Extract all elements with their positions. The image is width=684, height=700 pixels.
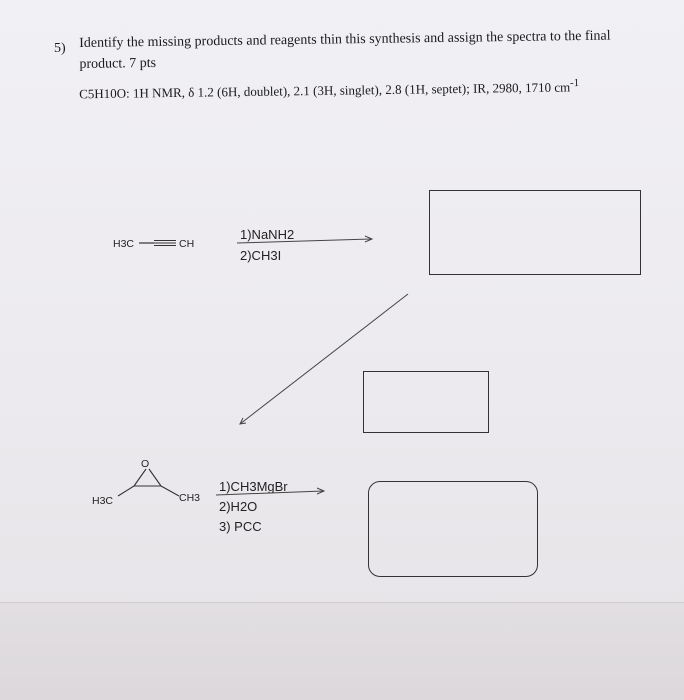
alkyne-methyl: H3C bbox=[113, 238, 135, 250]
reagent-pcc: 3) PCC bbox=[219, 519, 262, 534]
reagent-h2o: 2)H2O bbox=[219, 499, 258, 514]
reagent-ch3mgbr: 1)CH3MgBr bbox=[219, 479, 288, 494]
question-line-1: Identify the missing products and reagents thin this synthesis and assign the spectra to the final bbox=[79, 28, 611, 51]
alkyne-ch: CH bbox=[179, 238, 195, 250]
arrow-2-head bbox=[240, 418, 246, 424]
epoxide-right-methyl: CH3 bbox=[179, 492, 201, 504]
reagent-ch3i: 2)CH3I bbox=[240, 248, 282, 263]
question-number: 5) bbox=[54, 41, 66, 56]
molecular-formula: C5H10O: bbox=[79, 85, 130, 102]
epoxide-oxygen: O bbox=[141, 458, 150, 470]
arrow-1-line bbox=[237, 239, 371, 243]
arrow-3-line bbox=[216, 491, 323, 495]
epoxide-left-substituent bbox=[118, 486, 134, 496]
arrow-2-line bbox=[240, 294, 408, 424]
reagent-nanh2: 1)NaNH2 bbox=[240, 227, 295, 242]
nmr-ir-data: 1H NMR, δ 1.2 (6H, doublet), 2.1 (3H, singlet), 2.8 (1H, septet); IR, 2980, 1710 cm bbox=[132, 79, 571, 101]
epoxide-left-methyl: H3C bbox=[92, 495, 114, 507]
epoxide-right-substituent bbox=[161, 486, 179, 496]
epoxide-bond-right bbox=[149, 469, 161, 486]
epoxide-bond-left bbox=[134, 469, 146, 486]
wavenumber-exponent: -1 bbox=[570, 77, 580, 90]
question-line-2: product. 7 pts bbox=[79, 55, 157, 72]
